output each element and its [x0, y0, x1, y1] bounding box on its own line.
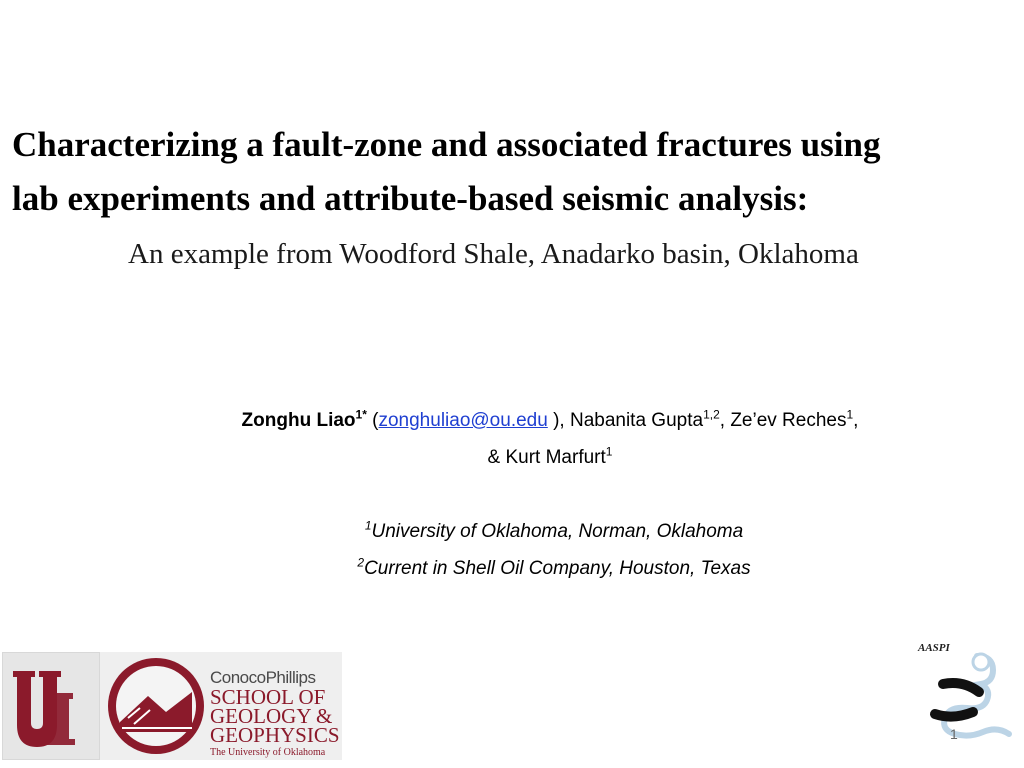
author-sup-marfurt: 1 [605, 444, 613, 459]
author-name-marfurt: & Kurt Marfurt [487, 447, 606, 468]
author-name-gupta: Nabanita Gupta [569, 410, 704, 431]
author-sup-reches: 1 [846, 407, 854, 422]
author-line-2 [0, 439, 1024, 476]
aaspi-label: AASPI [918, 642, 950, 654]
affiliation-item [0, 513, 1024, 550]
slide-subtitle: An example from Woodford Shale, Anadarko basin, Oklahoma [128, 238, 859, 270]
school-wordmark [210, 668, 342, 758]
school-line-2: GEOLOGY & [210, 704, 333, 728]
affiliation-sup: 1 [364, 518, 372, 533]
affiliation-list [0, 513, 1024, 587]
author-list [0, 402, 1024, 476]
school-university: The University of Oklahoma [210, 747, 326, 758]
aaspi-serpent-icon [915, 636, 1015, 762]
ou-logo [2, 652, 100, 760]
school-line-1: SCHOOL OF [210, 685, 326, 709]
slide-number: 1 [950, 726, 958, 742]
ou-monogram-icon [3, 653, 99, 759]
author-name-reches: Ze’ev Reches [730, 410, 847, 431]
author-sup-gupta: 1,2 [703, 407, 720, 422]
conocophillips-brand: ConocoPhillips [210, 668, 316, 687]
affiliation-text: University of Oklahoma, Norman, Oklahoma [371, 521, 744, 542]
affiliation-item [0, 550, 1024, 587]
title-line-1: Characterizing a fault-zone and associated fractures using [12, 125, 881, 164]
author-line-1: Zonghu Liao$^{1*}$ (zonghuliao@ou.edu ), Nabanita Gupta$^{1,2}$, Ze’ev Reches$^1$, [241, 407, 859, 431]
affiliation-sup: 2 [357, 555, 365, 570]
title-line-2: lab experiments and attribute-based seismic analysis: [12, 179, 809, 218]
affiliation-text: Current in Shell Oil Company, Houston, Texas [364, 558, 751, 579]
school-line-3: GEOPHYSICS [210, 723, 340, 747]
author-email-link[interactable]: zonghuliao@ou.edu [378, 410, 548, 431]
author-name-liao: Zonghu Liao [241, 410, 356, 431]
school-seal-icon [100, 652, 212, 760]
slide-title [12, 118, 1012, 226]
author-sup-liao: 1* [355, 407, 367, 422]
